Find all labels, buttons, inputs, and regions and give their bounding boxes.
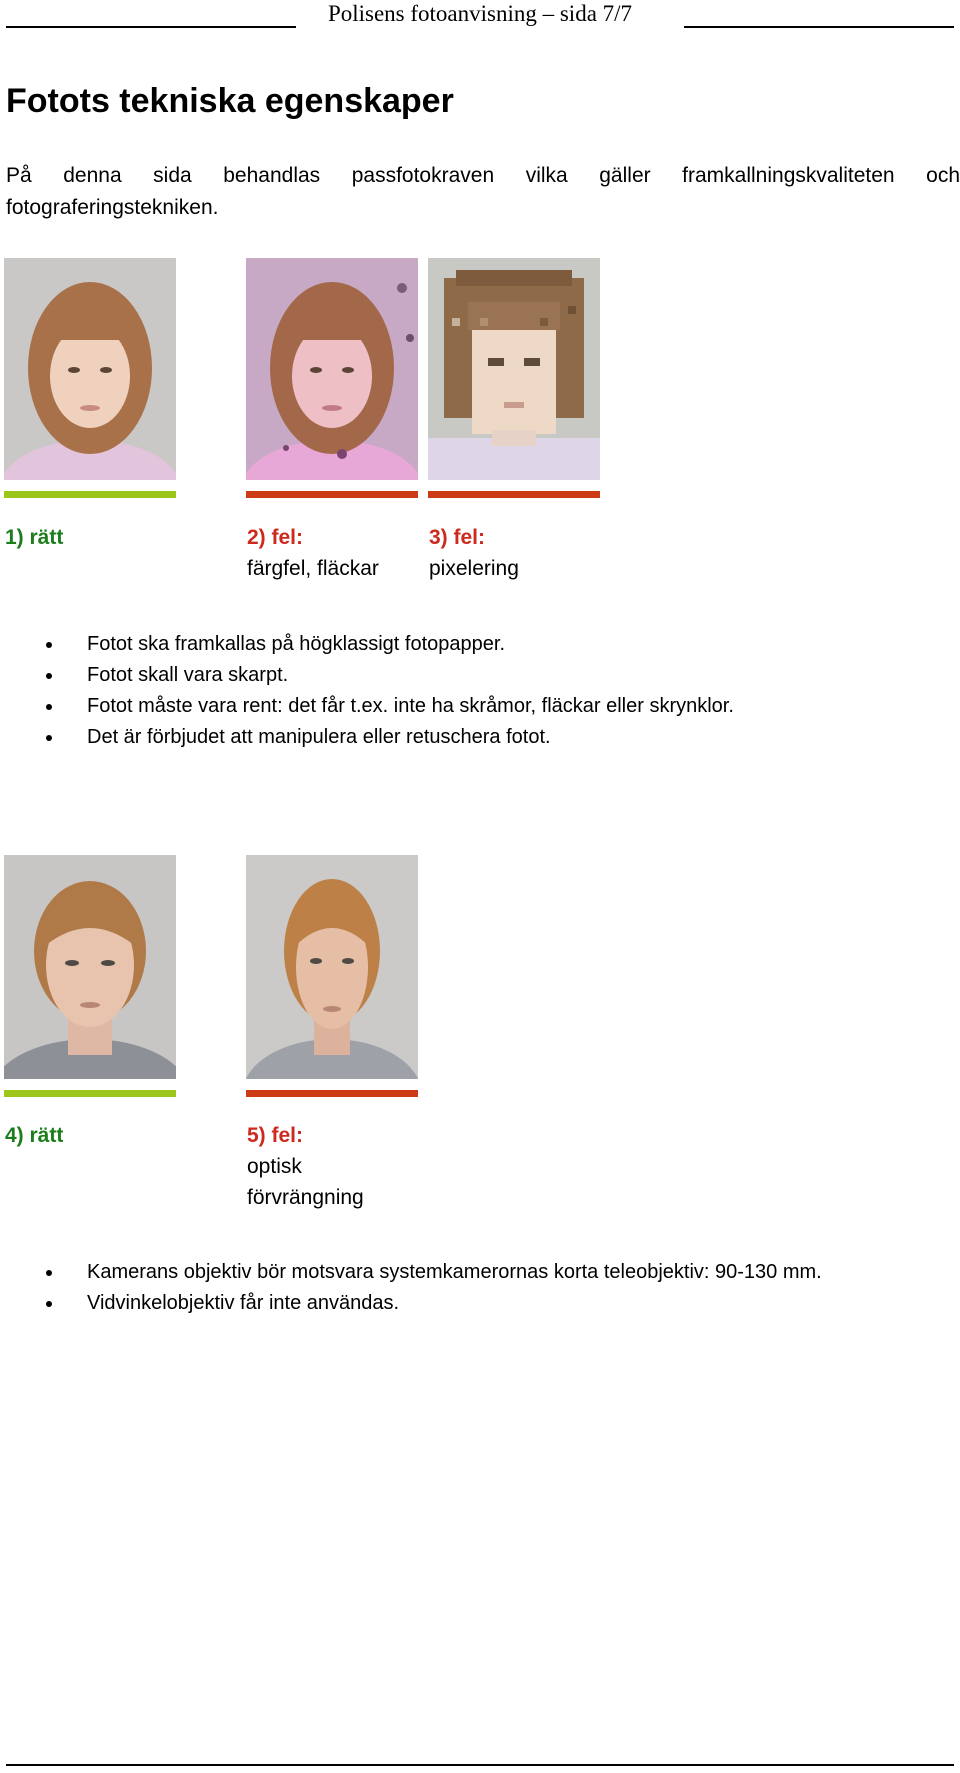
photo-2-girl-color-error — [246, 258, 418, 480]
bullet-dot — [46, 1270, 52, 1276]
caption-note: pixelering — [429, 557, 519, 580]
caption-note: optisk förvrängning — [247, 1155, 364, 1209]
bullet-dot — [46, 642, 52, 648]
bullet-list-print-quality — [46, 629, 734, 753]
bullet-dot — [46, 673, 52, 679]
status-bar-wrong — [428, 491, 600, 498]
caption-label: 2) fel: — [247, 526, 304, 549]
caption-3 — [429, 522, 519, 584]
list-item: Fotot måste vara rent: det får t.ex. inte ha skråmor, fläckar eller skrynklor. — [46, 691, 734, 722]
list-item: Det är förbjudet att manipulera eller retuschera fotot. — [46, 722, 734, 753]
caption-label: 4) rätt — [5, 1124, 64, 1147]
caption-note: färgfel, fläckar — [247, 557, 379, 580]
caption-5 — [247, 1120, 397, 1213]
bullet-list-lens — [46, 1257, 822, 1319]
list-item: Fotot ska framkallas på högklassigt fotopapper. — [46, 629, 734, 660]
photo-3-girl-pixelated — [428, 258, 600, 480]
caption-label: 1) rätt — [5, 526, 64, 549]
bullet-dot — [46, 704, 52, 710]
photo-5-man-distorted — [246, 855, 418, 1079]
status-bar-correct — [4, 491, 176, 498]
page-title: Fotots tekniska egenskaper — [6, 82, 454, 120]
footer-rule — [6, 1764, 954, 1766]
caption-1 — [5, 522, 63, 553]
status-bar-wrong — [246, 1090, 418, 1097]
caption-label: 5) fel: — [247, 1124, 304, 1147]
caption-label: 3) fel: — [429, 526, 486, 549]
header-rule-left — [6, 26, 296, 28]
header-text: Polisens fotoanvisning – sida 7/7 — [322, 0, 638, 28]
list-item: Kamerans objektiv bör motsvara systemkamerornas korta teleobjektiv: 90-130 mm. — [46, 1257, 822, 1288]
photo-4-man-correct — [4, 855, 176, 1079]
caption-2 — [247, 522, 379, 584]
header-rule-right — [684, 26, 954, 28]
intro-paragraph: På denna sida behandlas passfotokraven vilka gäller framkallningskvaliteten och fotograferingstekniken. — [6, 164, 960, 219]
list-item: Vidvinkelobjektiv får inte användas. — [46, 1288, 822, 1319]
bullet-dot — [46, 1301, 52, 1307]
status-bar-correct — [4, 1090, 176, 1097]
photo-1-girl-correct — [4, 258, 176, 480]
caption-4 — [5, 1120, 63, 1151]
running-header — [6, 0, 954, 32]
list-item: Fotot skall vara skarpt. — [46, 660, 734, 691]
bullet-dot — [46, 735, 52, 741]
status-bar-wrong — [246, 491, 418, 498]
